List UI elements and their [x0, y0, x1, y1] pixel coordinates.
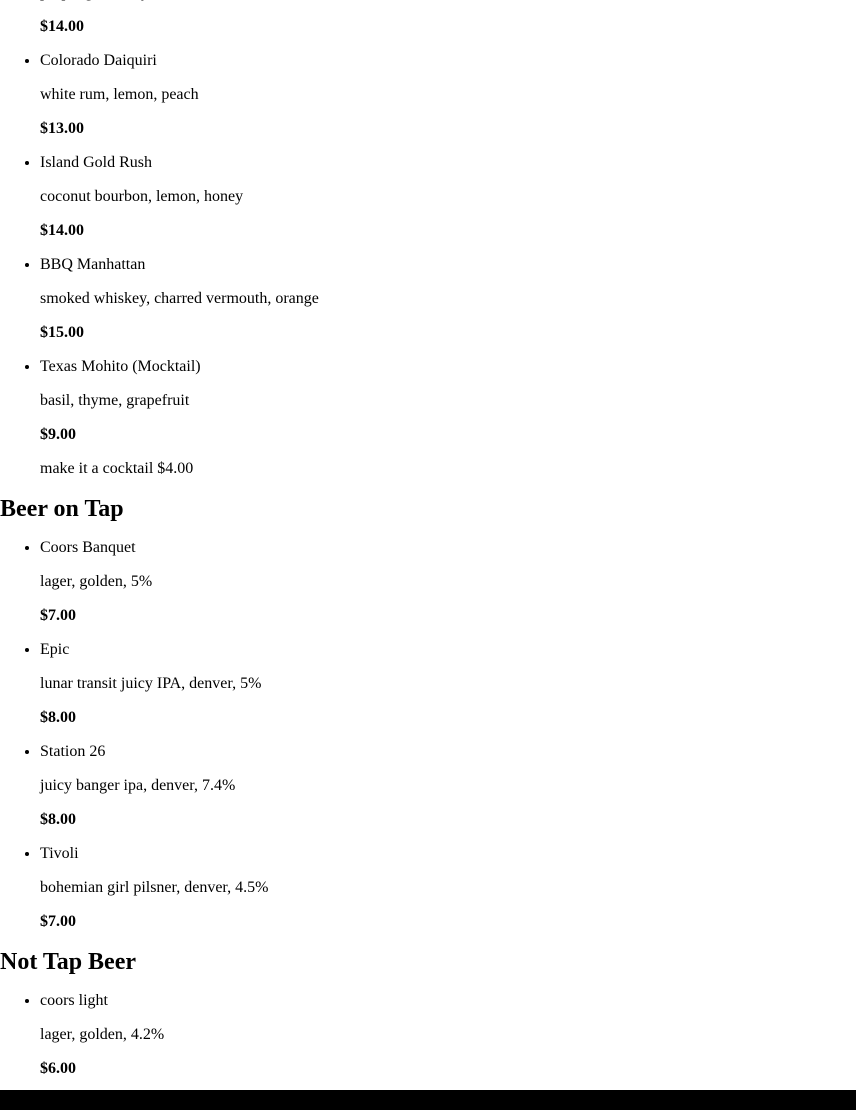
item-price: $14.00	[40, 18, 84, 35]
item-price: $8.00	[40, 811, 76, 828]
menu-item	[40, 0, 856, 36]
item-name: • Texas Mohito (Mocktail)	[40, 358, 201, 375]
beer-on-tap-list	[0, 539, 856, 931]
menu-item	[40, 743, 856, 829]
item-name: • Station 26	[40, 743, 106, 760]
item-price: $8.00	[40, 709, 76, 726]
menu-item	[40, 154, 856, 240]
menu-item	[40, 845, 856, 931]
item-name: • Colorado Daiquiri	[40, 52, 157, 69]
item-name: • Coors Banquet	[40, 539, 136, 556]
item-price: $9.00	[40, 426, 76, 443]
bottom-bar	[0, 1090, 856, 1110]
item-description: coconut bourbon, lemon, honey	[40, 188, 244, 205]
menu-item	[40, 52, 856, 138]
section-heading-not-tap-beer: Not Tap Beer	[0, 949, 137, 975]
section-heading-beer-on-tap: Beer on Tap	[0, 496, 124, 522]
item-description: juicy banger ipa, denver, 7.4%	[40, 777, 236, 794]
menu-item	[40, 641, 856, 727]
item-description: lager, golden, 5%	[40, 573, 153, 590]
item-price: $13.00	[40, 120, 84, 137]
item-description: basil, thyme, grapefruit	[40, 392, 190, 409]
item-description: bohemian girl pilsner, denver, 4.5%	[40, 879, 269, 896]
item-name: • Island Gold Rush	[40, 154, 152, 171]
item-price: $7.00	[40, 607, 76, 624]
item-name: • coors light	[40, 992, 108, 1009]
not-tap-beer-list	[0, 992, 856, 1078]
item-name: • Tivoli	[40, 845, 79, 862]
item-price: $7.00	[40, 913, 76, 930]
add-on-note: make it a cocktail $4.00	[40, 460, 194, 477]
item-description: lunar transit juicy IPA, denver, 5%	[40, 675, 262, 692]
item-price: $6.00	[40, 1060, 76, 1077]
item-description	[40, 0, 856, 2]
menu-item	[40, 256, 856, 342]
menu-item	[40, 992, 856, 1078]
item-description: lager, golden, 4.2%	[40, 1026, 165, 1043]
item-price: $14.00	[40, 222, 84, 239]
cocktail-list	[0, 0, 856, 444]
item-price: $15.00	[40, 324, 84, 341]
menu-item	[40, 539, 856, 625]
menu-item	[40, 358, 856, 444]
item-description: smoked whiskey, charred vermouth, orange	[40, 290, 319, 307]
item-description: white rum, lemon, peach	[40, 86, 199, 103]
item-name: • Epic	[40, 641, 70, 658]
item-name: • BBQ Manhattan	[40, 256, 146, 273]
